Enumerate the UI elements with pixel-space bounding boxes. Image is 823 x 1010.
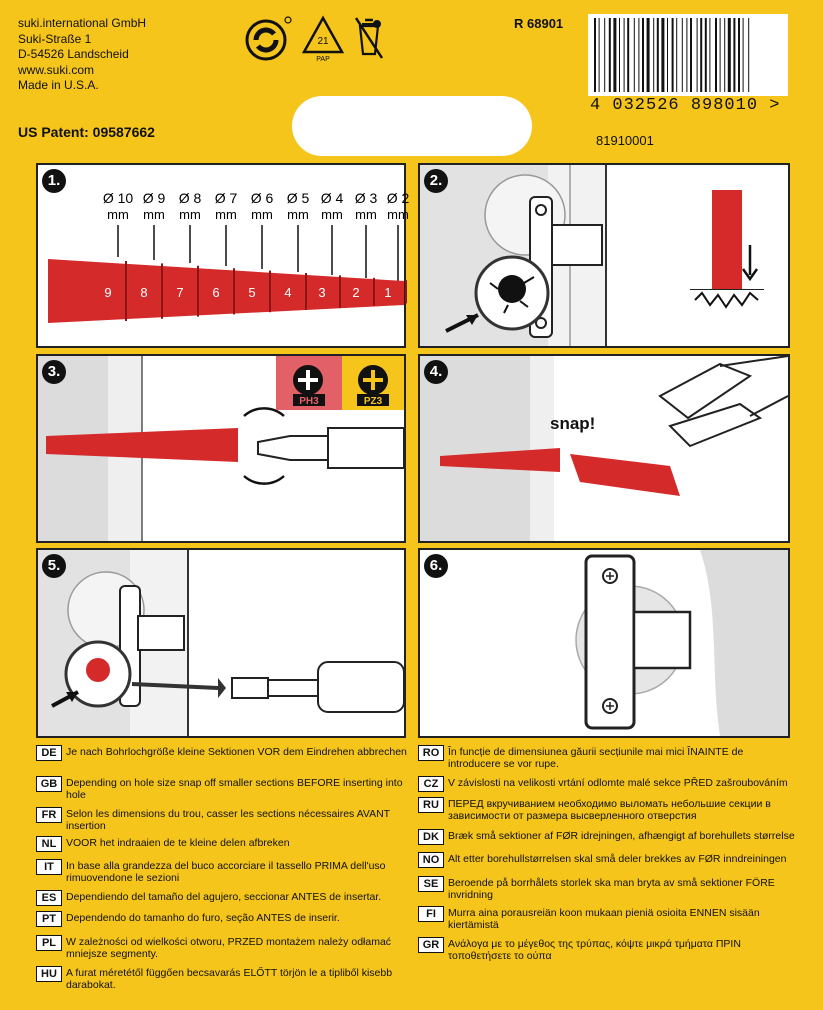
instruction-text: Alt etter borehullstørrelsen skal små deler brekkes av FØR inndreiningen bbox=[448, 853, 787, 865]
segment-number: 8 bbox=[140, 285, 148, 300]
barcode-bar bbox=[690, 18, 692, 92]
size-label: Ø 4 bbox=[320, 190, 344, 206]
barcode-bar bbox=[657, 18, 659, 92]
size-unit: mm bbox=[287, 207, 309, 222]
barcode-bar bbox=[599, 18, 600, 92]
instruction-text: Depending on hole size snap off smaller sections BEFORE inserting into hole bbox=[66, 777, 403, 801]
language-code: FI bbox=[418, 906, 444, 922]
size-label: Ø 3 bbox=[354, 190, 378, 206]
language-code: NO bbox=[418, 852, 444, 868]
step-2-panel bbox=[418, 163, 790, 348]
language-code: DK bbox=[418, 829, 444, 845]
segment-number: 7 bbox=[176, 285, 184, 300]
barcode-bar bbox=[743, 18, 744, 92]
step-number: 5. bbox=[42, 554, 66, 578]
step-number: 4. bbox=[424, 360, 448, 384]
barcode-bar bbox=[634, 18, 635, 92]
barcode-bar bbox=[705, 18, 707, 92]
barcode-bar bbox=[647, 18, 650, 92]
step-5-panel bbox=[36, 548, 406, 738]
language-code: PL bbox=[36, 935, 62, 951]
instruction-text: Ανάλογα με το μέγεθος της τρύπας, κόψτε μικρά τμήματα ΠΡΙΝ τοποθετήσετε το ούπα bbox=[448, 938, 741, 962]
barcode-bar bbox=[661, 18, 664, 92]
language-code: IT bbox=[36, 859, 62, 875]
barcode-number: 4 032526 898010 > bbox=[590, 96, 781, 115]
hinge-screw-illustration bbox=[38, 550, 404, 736]
ph-bit-label: PH3 bbox=[299, 396, 319, 407]
snap-label: snap! bbox=[550, 414, 596, 433]
instruction-text: Dependiendo del tamaño del agujero, seccionar ANTES de insertar. bbox=[66, 891, 382, 903]
instruction-text: Beroende på borrhålets storlek ska man bryta av små sektioner FÖRE invridning bbox=[448, 877, 775, 901]
size-unit: mm bbox=[321, 207, 343, 222]
barcode-bar bbox=[627, 18, 629, 92]
instruction-text: Je nach Bohrlochgröße kleine Sektionen VOR dem Eindrehen abbrechen bbox=[66, 746, 407, 758]
segment-number: 3 bbox=[318, 285, 326, 300]
instruction-text: Bræk små sektioner af FØR idrejningen, afhængigt af borehullets størrelse bbox=[448, 830, 795, 842]
barcode-bar bbox=[700, 18, 702, 92]
snap-off-illustration bbox=[420, 356, 788, 541]
step-3-panel bbox=[36, 354, 406, 543]
size-unit: mm bbox=[107, 207, 129, 222]
pap-recycling-triangle-icon bbox=[300, 14, 346, 62]
article-code: 81910001 bbox=[596, 133, 654, 148]
instruction-text: Murra aina porausreiän koon mukaan pieniä osioita ENNEN sisään kiertämistä bbox=[448, 907, 760, 931]
hinge-hole-illustration bbox=[420, 165, 788, 346]
mounted-hinge-illustration bbox=[420, 550, 788, 736]
patent-number: US Patent: 09587662 bbox=[18, 124, 155, 140]
size-unit: mm bbox=[215, 207, 237, 222]
step-6-panel bbox=[418, 548, 790, 738]
dowel-body bbox=[48, 259, 404, 323]
recycle-badge-number: 21 bbox=[317, 36, 329, 47]
segment-number: 5 bbox=[248, 285, 256, 300]
segment-number: 2 bbox=[352, 285, 360, 300]
segment-number: 6 bbox=[212, 285, 220, 300]
language-code: RO bbox=[418, 745, 444, 761]
size-unit: mm bbox=[179, 207, 201, 222]
barcode-bar bbox=[667, 18, 668, 92]
barcode-bar bbox=[748, 18, 749, 92]
language-code: FR bbox=[36, 807, 62, 823]
barcode-bar bbox=[609, 18, 611, 92]
size-unit: mm bbox=[143, 207, 165, 222]
instruction-text: ПЕРЕД вкручиванием необходимо выломать небольшие секции в зависимости от размера высверленного отверстия bbox=[448, 798, 771, 822]
barcode-bar bbox=[697, 18, 698, 92]
size-label: Ø 5 bbox=[286, 190, 310, 206]
size-unit: mm bbox=[355, 207, 377, 222]
company-address bbox=[18, 16, 146, 94]
segment-number: 9 bbox=[104, 285, 112, 300]
barcode-bar bbox=[594, 18, 596, 92]
segment-number: 1 bbox=[384, 285, 392, 300]
size-label: Ø 10 bbox=[102, 190, 134, 206]
barcode bbox=[588, 14, 788, 96]
barcode-bar bbox=[624, 18, 625, 92]
language-code: GR bbox=[418, 937, 444, 953]
step-number: 3. bbox=[42, 360, 66, 384]
instruction-text: V závislosti na velikosti vrtání odlomte malé sekce PŘED zašroubováním bbox=[448, 777, 788, 789]
trash-bin-icon bbox=[352, 14, 386, 62]
language-code: SE bbox=[418, 876, 444, 892]
size-label: Ø 2 bbox=[386, 190, 410, 206]
barcode-bar bbox=[638, 18, 639, 92]
barcode-bar bbox=[728, 18, 731, 92]
instruction-text: Dependendo do tamanho do furo, seção ANTES de inserir. bbox=[66, 912, 340, 924]
barcode-bar bbox=[709, 18, 710, 92]
instruction-text: A furat méretétől függően becsavarás ELŐTT törjön le a tipliből kisebb darabokat. bbox=[66, 967, 393, 991]
reference-number: R 68901 bbox=[514, 16, 564, 31]
barcode-bar bbox=[715, 18, 717, 92]
instruction-text: Selon les dimensions du trou, casser les sections nécessaires AVANT insertion bbox=[66, 808, 390, 832]
instruction-text: W zależności od wielkości otworu, PRZED montażem należy odłamać mniejsze segmenty. bbox=[66, 936, 392, 960]
address-line: suki.international GmbH bbox=[18, 16, 147, 30]
barcode-bar bbox=[682, 18, 683, 92]
size-label: Ø 7 bbox=[214, 190, 238, 206]
size-label: Ø 6 bbox=[250, 190, 274, 206]
size-unit: mm bbox=[251, 207, 273, 222]
barcode-bar bbox=[672, 18, 674, 92]
barcode-bar bbox=[686, 18, 687, 92]
address-line: www.suki.com bbox=[18, 62, 95, 77]
address-line: Suki-Straße 1 bbox=[18, 31, 92, 46]
size-guide-illustration bbox=[38, 165, 410, 346]
hang-hole bbox=[292, 96, 532, 156]
barcode-bar bbox=[676, 18, 677, 92]
barcode-bar bbox=[720, 18, 721, 92]
barcode-bar bbox=[642, 18, 644, 92]
barcode-bar bbox=[733, 18, 735, 92]
size-label: Ø 9 bbox=[142, 190, 166, 206]
language-code: HU bbox=[36, 966, 62, 982]
pz-bit-label: PZ3 bbox=[363, 396, 383, 407]
language-code: PT bbox=[36, 911, 62, 927]
barcode-bar bbox=[619, 18, 620, 92]
address-line: Made in U.S.A. bbox=[18, 78, 99, 92]
language-code: DE bbox=[36, 745, 62, 761]
recycle-badge-label: PAP bbox=[316, 56, 330, 63]
language-code: NL bbox=[36, 836, 62, 852]
barcode-bar bbox=[724, 18, 725, 92]
step-1-panel bbox=[36, 163, 410, 348]
language-code: ES bbox=[36, 890, 62, 906]
step-4-panel bbox=[418, 354, 790, 543]
recycle-icon bbox=[244, 14, 292, 62]
screw-in-illustration bbox=[38, 356, 404, 541]
barcode-bar bbox=[613, 18, 616, 92]
language-code: RU bbox=[418, 797, 444, 813]
barcode-bar bbox=[653, 18, 654, 92]
instruction-text: In base alla grandezza del buco accorciare il tassello PRIMA dell'uso rimuovendone le sezioni bbox=[66, 860, 386, 884]
size-label: Ø 8 bbox=[178, 190, 202, 206]
segment-number: 4 bbox=[284, 285, 292, 300]
size-unit: mm bbox=[387, 207, 409, 222]
language-code: CZ bbox=[418, 776, 444, 792]
language-code: GB bbox=[36, 776, 62, 792]
step-number: 1. bbox=[42, 169, 66, 193]
address-line: D-54526 Landscheid bbox=[18, 47, 129, 61]
step-number: 6. bbox=[424, 554, 448, 578]
step-number: 2. bbox=[424, 169, 448, 193]
instruction-text: VOOR het indraaien de te kleine delen afbreken bbox=[66, 837, 290, 849]
instruction-text: În funcție de dimensiunea găurii secțiunile mai mici ÎNAINTE de introducere se vor rupe. bbox=[448, 746, 744, 770]
barcode-bar bbox=[738, 18, 740, 92]
barcode-bar bbox=[604, 18, 605, 92]
